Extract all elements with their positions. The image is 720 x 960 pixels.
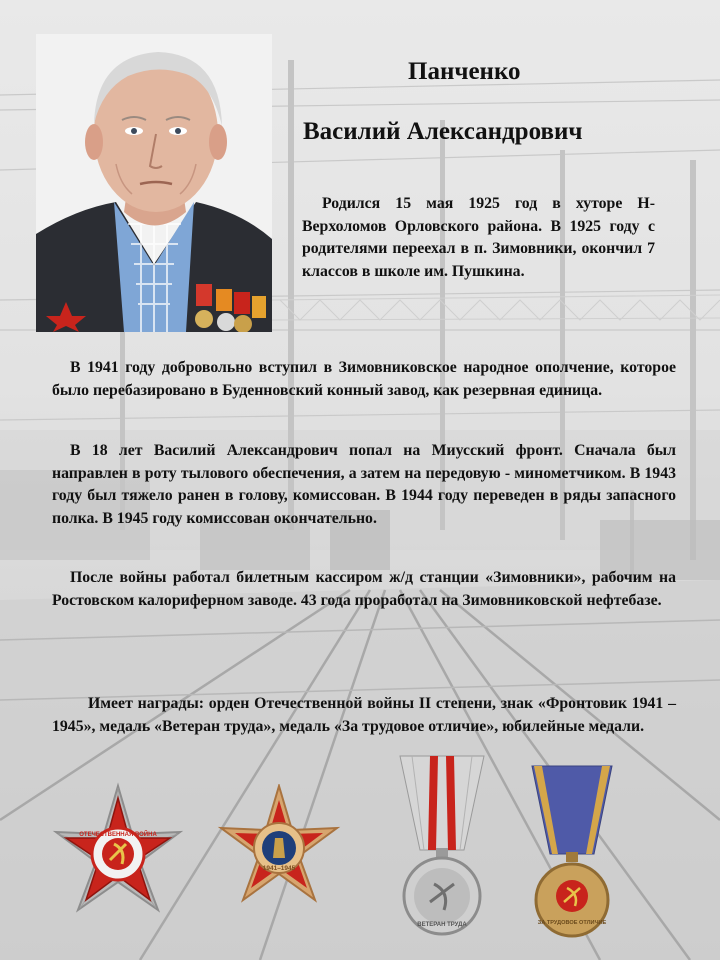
paragraph-militia: В 1941 году добровольно вступил в Зимовниковское народное ополчение, которое было перебазировано в Буденновский конный завод, как резервная единица. — [52, 359, 676, 399]
frontovik-years: 1941–1945 — [262, 865, 296, 872]
paragraph-birth: Родился 15 мая 1925 год в хуторе Н-Верхоломов Орловского района. В 1925 году с родителями переехал в п. Зимовники, окончил 7 классов в школе им. Пушкина. — [302, 195, 655, 280]
person-surname: Панченко — [408, 58, 521, 85]
order-inscription: ОТЕЧЕСТВЕННАЯ ВОЙНА — [79, 832, 157, 838]
frontovik-badge-icon — [214, 784, 344, 919]
person-given-names: Василий Александрович — [303, 118, 583, 145]
portrait-photo — [36, 34, 272, 332]
veteran-portrait-illustration — [36, 34, 272, 332]
labor-distinction-medal-icon — [522, 762, 622, 947]
veteran-inscription: ВЕТЕРАН ТРУДА — [417, 922, 467, 928]
veteran-labor-medal-icon — [392, 752, 492, 945]
order-patriotic-war-icon — [46, 782, 190, 927]
paragraph-awards: Имеет награды: орден Отечественной войны II степени, знак «Фронтовик 1941 – 1945», медаль «Ветеран труда», медаль «За трудовое отличие», юбилейные медали. — [52, 695, 676, 735]
paragraph-postwar: После войны работал билетным кассиром ж/д станции «Зимовники», рабочим на Ростовском калориферном заводе. 43 года проработал на Зимовниковской нефтебазе. — [52, 569, 676, 609]
labor-inscription: ЗА ТРУДОВОЕ ОТЛИЧИЕ — [537, 920, 607, 926]
paragraph-front: В 18 лет Василий Александрович попал на Миусский фронт. Сначала был направлен в роту тылового обеспечения, а затем на передовую - минометчиком. В 1943 году был тяжело ранен в голову, комиссован. В 1944 году переведен в ряды запасного полка. В 1945 году комиссован окончательно. — [52, 442, 676, 527]
